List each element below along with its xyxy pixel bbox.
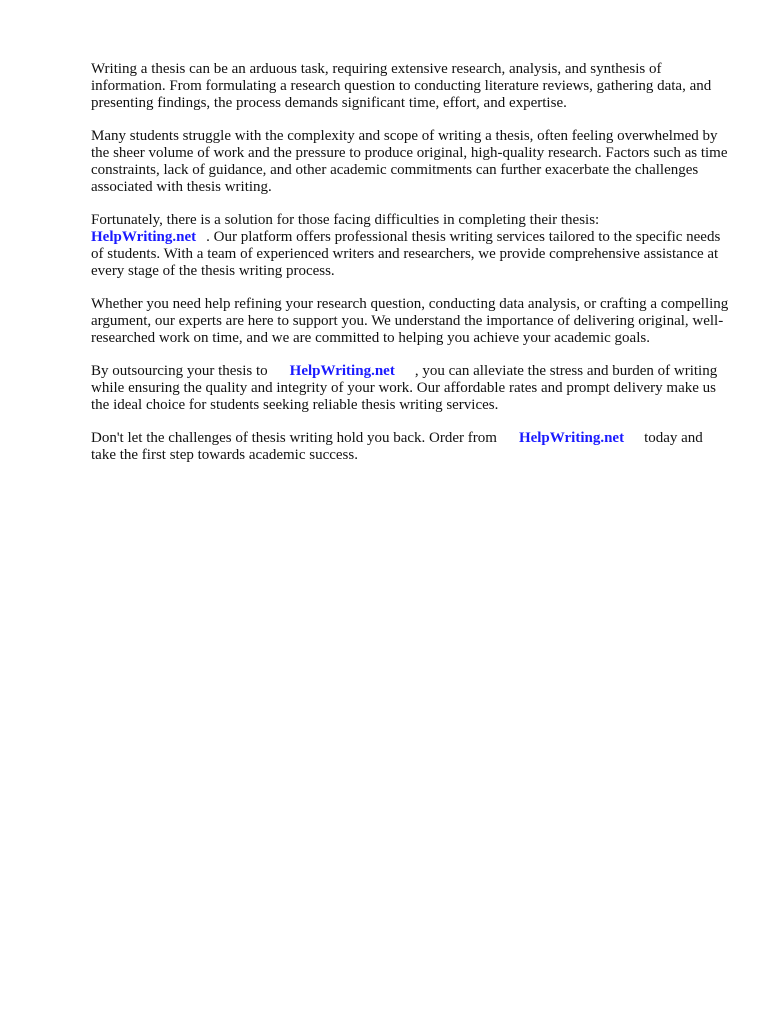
helpwriting-link-outsourcing[interactable]: HelpWriting.net <box>289 363 395 379</box>
paragraph-solution-text-before: Fortunately, there is a solution for those facing difficulties in completing their thesis: <box>91 212 600 228</box>
paragraph-struggles <box>91 128 731 196</box>
paragraph-outsourcing <box>91 363 731 414</box>
paragraph-outsourcing-text-before: By outsourcing your thesis to <box>91 363 268 379</box>
paragraph-solution-text-after: . Our platform offers professional thesis writing services tailored to the specific needs of students. With a team of experienced writers and researchers, we provide comprehensive assistance at every stage of the thesis writing process. <box>91 229 721 279</box>
paragraph-support-text: Whether you need help refining your research question, conducting data analysis, or crafting a compelling argument, our experts are here to support you. We understand the importance of delivering original, well-researched work on time, and we are committed to helping you achieve your academic goals. <box>91 296 729 346</box>
paragraph-outsourcing-text-after: , you can alleviate the stress and burden of writing while ensuring the quality and integrity of your work. Our affordable rates and prompt delivery make us the ideal choice for students seeking reliable thesis writing services. <box>91 363 718 413</box>
document-page <box>91 61 731 480</box>
paragraph-struggles-text: Many students struggle with the complexity and scope of writing a thesis, often feeling overwhelmed by the sheer volume of work and the pressure to produce original, high-quality research. Factors such as time constraints, lack of guidance, and other academic commitments can further exacerbate the challenges associated with thesis writing. <box>91 128 728 195</box>
paragraph-solution <box>91 212 731 280</box>
paragraph-intro <box>91 61 731 112</box>
paragraph-intro-text: Writing a thesis can be an arduous task, requiring extensive research, analysis, and synthesis of information. From formulating a research question to conducting literature reviews, gathering data, and presenting findings, the process demands significant time, effort, and expertise. <box>91 61 712 111</box>
paragraph-cta-text-before: Don't let the challenges of thesis writing hold you back. Order from <box>91 430 497 446</box>
helpwriting-link-solution[interactable]: HelpWriting.net <box>91 229 197 245</box>
paragraph-support <box>91 296 731 347</box>
paragraph-call-to-action <box>91 430 731 464</box>
paragraph-cta-text-after: today and take the first step towards academic success. <box>91 430 703 463</box>
helpwriting-link-order[interactable]: HelpWriting.net <box>518 430 625 446</box>
